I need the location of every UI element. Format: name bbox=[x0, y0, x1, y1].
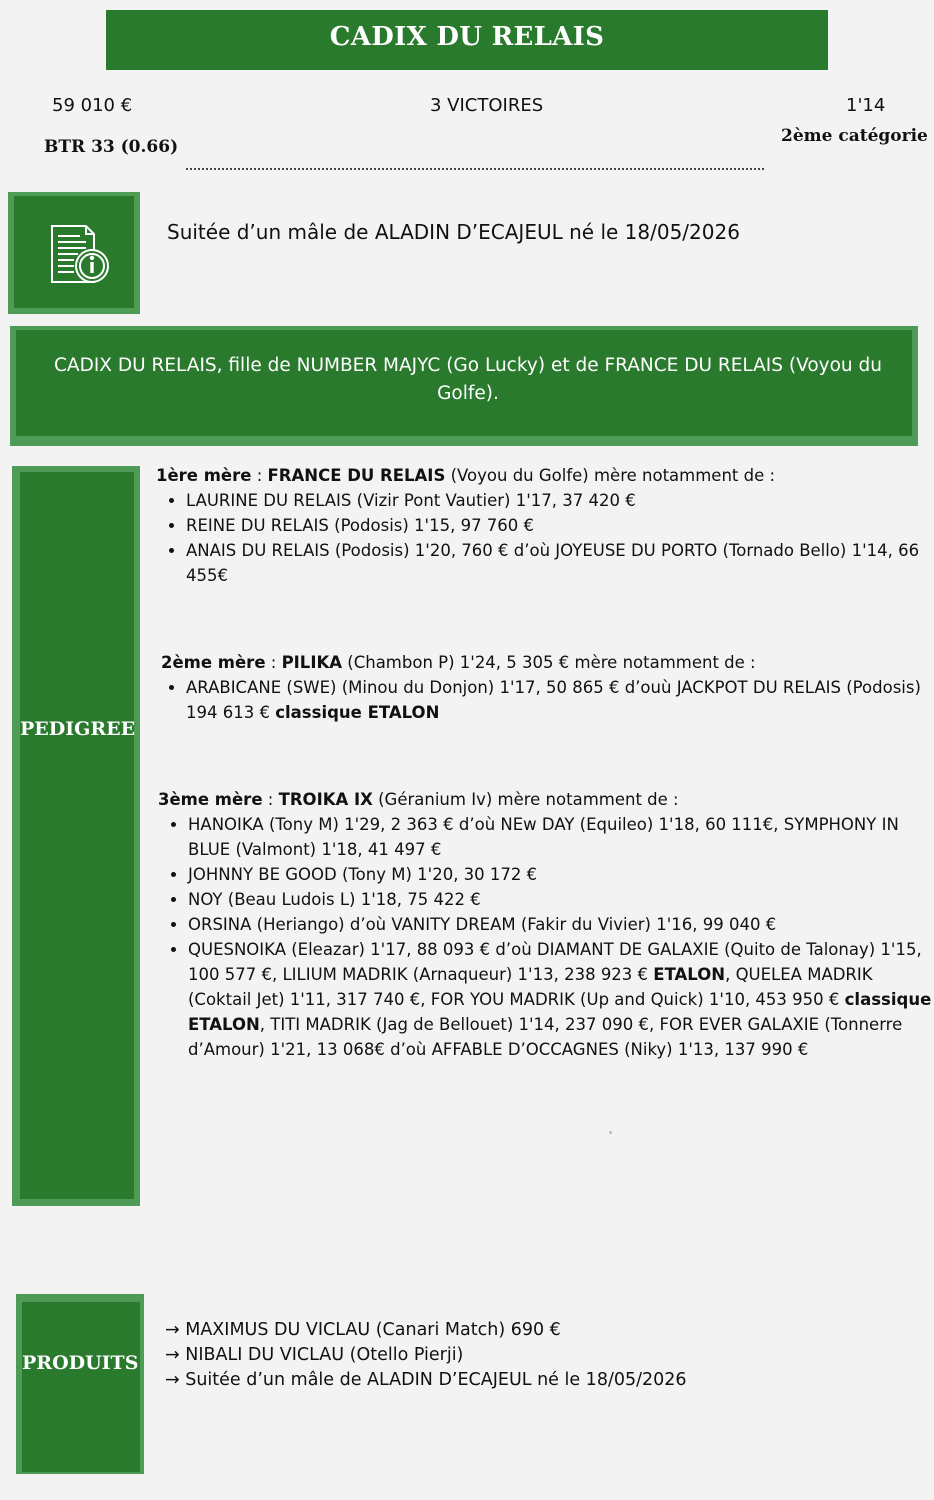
list-item: • HANOIKA (Tony M) 1'29, 2 363 € d’où NEw DAY (Equileo) 1'18, 60 111€, SYMPHONY IN BLUE (Valmont) 1'18, 41 497 € bbox=[188, 812, 934, 862]
separator: : bbox=[251, 466, 268, 485]
list-item: → MAXIMUS DU VICLAU (Canari Match) 690 € bbox=[165, 1320, 561, 1340]
list-item: → Suitée d’un mâle de ALADIN D’ECAJEUL né le 18/05/2026 bbox=[165, 1370, 687, 1390]
dam-description: (Géranium Iv) mère notamment de : bbox=[372, 790, 679, 809]
dam-rank: 3ème mère bbox=[158, 790, 263, 809]
page-title: CADIX DU RELAIS bbox=[329, 22, 605, 52]
dam-rank: 2ème mère bbox=[161, 653, 266, 672]
parentage-text: CADIX DU RELAIS, fille de NUMBER MAJYC (Go Lucky) et de FRANCE DU RELAIS (Voyou du Golfe). bbox=[54, 355, 882, 404]
dam-name: TROIKA IX bbox=[278, 790, 373, 809]
list-item: • LAURINE DU RELAIS (Vizir Pont Vautier) 1'17, 37 420 € bbox=[186, 488, 934, 513]
category-value: 2ème catégorie bbox=[781, 126, 928, 146]
second-dam-section bbox=[161, 650, 934, 725]
progeny-text: ARABICANE (SWE) (Minou du Donjon) 1'17, 50 865 € d’ouù JACKPOT DU RELAIS (Podosis) 194 613 € bbox=[186, 678, 921, 722]
dam-name: FRANCE DU RELAIS bbox=[267, 466, 446, 485]
document-info-icon bbox=[48, 222, 114, 288]
decorative-dot bbox=[609, 1131, 612, 1134]
btr-value: BTR 33 (0.66) bbox=[44, 137, 179, 157]
earnings-value: 59 010 € bbox=[52, 95, 133, 116]
list-item bbox=[186, 675, 934, 725]
progeny-text: , TITI MADRIK (Jag de Bellouet) 1'14, 237 090 €, FOR EVER GALAXIE (Tonnerre d’Amour) 1'21, 13 068€ d’où AFFABLE D’OCCAGNES (Niky) 1'13, 137 990 € bbox=[188, 1015, 903, 1059]
victories-value: 3 VICTOIRES bbox=[430, 95, 544, 116]
list-item bbox=[188, 937, 934, 1062]
produits-label: PRODUITS bbox=[22, 1352, 139, 1374]
info-text: Suitée d’un mâle de ALADIN D’ECAJEUL né le 18/05/2026 bbox=[167, 220, 740, 244]
stallion-badge: ETALON bbox=[653, 965, 726, 984]
stallion-badge: classique ETALON bbox=[275, 703, 440, 722]
pedigree-sidebar bbox=[20, 472, 134, 1199]
list-item: • ANAIS DU RELAIS (Podosis) 1'20, 760 € d’où JOYEUSE DU PORTO (Tornado Bello) 1'14, 66 455€ bbox=[186, 538, 934, 588]
progeny-text: , QUELEA MADRIK (Coktail Jet) 1'11, 317 740 €, FOR YOU MADRIK (Up and Quick) 1'10, 453 950 € bbox=[188, 965, 873, 1009]
dam-name: PILIKA bbox=[281, 653, 343, 672]
second-dam-progeny-list bbox=[161, 675, 934, 725]
first-dam-heading bbox=[156, 463, 934, 488]
list-item: • REINE DU RELAIS (Podosis) 1'15, 97 760 € bbox=[186, 513, 934, 538]
dam-description: (Chambon P) 1'24, 5 305 € mère notamment de : bbox=[342, 653, 756, 672]
separator: : bbox=[265, 653, 282, 672]
third-dam-section bbox=[158, 787, 934, 1062]
third-dam-progeny-list bbox=[158, 812, 934, 1062]
separator: : bbox=[262, 790, 279, 809]
first-dam-section bbox=[156, 463, 934, 588]
produits-list bbox=[165, 1318, 687, 1393]
third-dam-heading bbox=[158, 787, 934, 812]
produits-sidebar bbox=[22, 1302, 140, 1472]
dotted-divider bbox=[186, 168, 764, 170]
progeny-text: QUESNOIKA (Eleazar) 1'17, 88 093 € d’où DIAMANT DE GALAXIE (Quito de Talonay) 1'15, 100 577 €, LILIUM MADRIK (Arnaqueur) 1'13, 238 923 € bbox=[188, 940, 922, 984]
record-value: 1'14 bbox=[846, 95, 886, 116]
dam-description: (Voyou du Golfe) mère notamment de : bbox=[445, 466, 776, 485]
list-item: • JOHNNY BE GOOD (Tony M) 1'20, 30 172 € bbox=[188, 862, 934, 887]
list-item: → NIBALI DU VICLAU (Otello Pierji) bbox=[165, 1345, 464, 1365]
list-item: • ORSINA (Heriango) d’où VANITY DREAM (Fakir du Vivier) 1'16, 99 040 € bbox=[188, 912, 934, 937]
pedigree-label: PEDIGREE bbox=[20, 718, 136, 740]
second-dam-heading bbox=[161, 650, 934, 675]
list-item: • NOY (Beau Ludois L) 1'18, 75 422 € bbox=[188, 887, 934, 912]
stallion-badge: classique ETALON bbox=[188, 990, 932, 1034]
first-dam-progeny-list bbox=[156, 488, 934, 588]
dam-rank: 1ère mère bbox=[156, 466, 252, 485]
